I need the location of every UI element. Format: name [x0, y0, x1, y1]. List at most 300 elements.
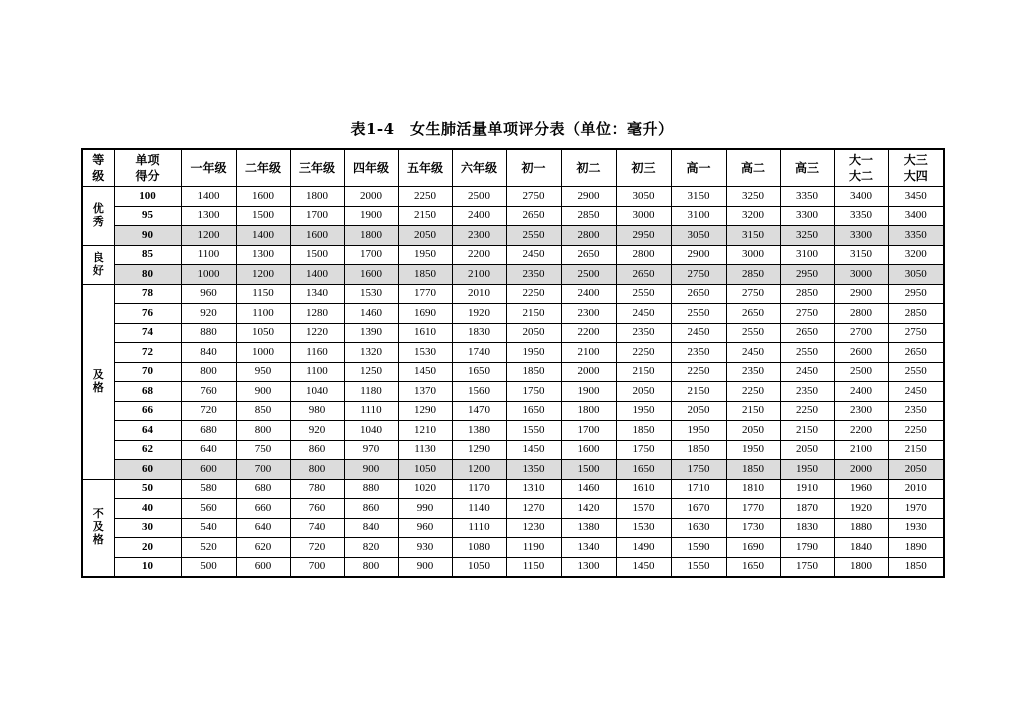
table-row: [82, 557, 944, 577]
value-cell: 950: [236, 362, 290, 382]
value-cell: 2750: [506, 187, 561, 207]
value-cell: 2350: [616, 323, 671, 343]
value-cell: 1230: [506, 518, 561, 538]
value-cell: 1050: [236, 323, 290, 343]
value-cell: 1600: [344, 265, 398, 285]
column-header-label: 初二: [576, 161, 601, 175]
value-cell: 1770: [726, 499, 780, 519]
column-header: [452, 149, 506, 187]
value-cell: 1690: [398, 304, 452, 324]
value-cell: 1340: [290, 284, 344, 304]
score-cell: 72: [114, 343, 181, 363]
column-header: [236, 149, 290, 187]
value-cell: 1830: [452, 323, 506, 343]
value-cell: 600: [236, 557, 290, 577]
value-cell: 2150: [888, 440, 944, 460]
value-cell: 900: [344, 460, 398, 480]
value-cell: 1050: [452, 557, 506, 577]
value-cell: 1110: [452, 518, 506, 538]
value-cell: 1950: [616, 401, 671, 421]
score-cell: 10: [114, 557, 181, 577]
value-cell: 2650: [726, 304, 780, 324]
value-cell: 2250: [888, 421, 944, 441]
value-cell: 2000: [834, 460, 888, 480]
table-row: [82, 499, 944, 519]
level-label: 良 好: [92, 251, 104, 277]
value-cell: 1450: [506, 440, 561, 460]
value-cell: 1590: [671, 538, 726, 558]
value-cell: 2400: [452, 206, 506, 226]
column-header: [506, 149, 561, 187]
value-cell: 2950: [780, 265, 834, 285]
value-cell: 2350: [780, 382, 834, 402]
table-row: [82, 401, 944, 421]
value-cell: 1460: [561, 479, 616, 499]
value-cell: 2550: [616, 284, 671, 304]
value-cell: 1670: [671, 499, 726, 519]
value-cell: 1570: [616, 499, 671, 519]
column-header-label: 五年级: [406, 161, 443, 175]
value-cell: 1280: [290, 304, 344, 324]
value-cell: 800: [344, 557, 398, 577]
value-cell: 960: [398, 518, 452, 538]
value-cell: 2150: [726, 401, 780, 421]
value-cell: 1200: [452, 460, 506, 480]
table-row: [82, 323, 944, 343]
column-header-label: 三年级: [298, 161, 335, 175]
table-row: [82, 187, 944, 207]
value-cell: 2800: [616, 245, 671, 265]
value-cell: 1800: [290, 187, 344, 207]
value-cell: 880: [344, 479, 398, 499]
value-cell: 3150: [671, 187, 726, 207]
score-cell: 78: [114, 284, 181, 304]
value-cell: 1900: [561, 382, 616, 402]
value-cell: 2650: [506, 206, 561, 226]
value-cell: 2550: [888, 362, 944, 382]
value-cell: 1180: [344, 382, 398, 402]
value-cell: 1790: [780, 538, 834, 558]
value-cell: 2050: [506, 323, 561, 343]
table-row: [82, 284, 944, 304]
value-cell: 1200: [181, 226, 236, 246]
value-cell: 860: [290, 440, 344, 460]
value-cell: 680: [181, 421, 236, 441]
table-row: [82, 265, 944, 285]
value-cell: 2100: [452, 265, 506, 285]
value-cell: 2850: [726, 265, 780, 285]
column-header-label: 一年级: [190, 161, 227, 175]
value-cell: 780: [290, 479, 344, 499]
column-header: [834, 149, 888, 187]
value-cell: 1910: [780, 479, 834, 499]
score-cell: 50: [114, 479, 181, 499]
value-cell: 1130: [398, 440, 452, 460]
score-cell: 40: [114, 499, 181, 519]
score-cell: 60: [114, 460, 181, 480]
value-cell: 2450: [671, 323, 726, 343]
value-cell: 620: [236, 538, 290, 558]
column-header: [726, 149, 780, 187]
value-cell: 3350: [780, 187, 834, 207]
value-cell: 1950: [506, 343, 561, 363]
column-header-label: 大三 大四: [903, 153, 928, 183]
value-cell: 2350: [506, 265, 561, 285]
column-header: [290, 149, 344, 187]
value-cell: 2750: [780, 304, 834, 324]
value-cell: 1020: [398, 479, 452, 499]
value-cell: 2600: [834, 343, 888, 363]
column-header-label: 高一: [686, 161, 711, 175]
value-cell: 980: [290, 401, 344, 421]
value-cell: 2900: [834, 284, 888, 304]
value-cell: 1770: [398, 284, 452, 304]
column-header: [671, 149, 726, 187]
value-cell: 580: [181, 479, 236, 499]
value-cell: 800: [236, 421, 290, 441]
table-row: [82, 518, 944, 538]
table-row: [82, 226, 944, 246]
value-cell: 1300: [181, 206, 236, 226]
value-cell: 660: [236, 499, 290, 519]
score-cell: 62: [114, 440, 181, 460]
column-header: [888, 149, 944, 187]
value-cell: 1400: [236, 226, 290, 246]
value-cell: 1900: [344, 206, 398, 226]
value-cell: 700: [236, 460, 290, 480]
table-body: [82, 149, 944, 577]
value-cell: 3250: [726, 187, 780, 207]
value-cell: 3400: [834, 187, 888, 207]
value-cell: 2850: [561, 206, 616, 226]
value-cell: 3200: [726, 206, 780, 226]
value-cell: 1630: [671, 518, 726, 538]
value-cell: 2350: [888, 401, 944, 421]
value-cell: 1850: [616, 421, 671, 441]
value-cell: 1750: [780, 557, 834, 577]
value-cell: 2900: [561, 187, 616, 207]
value-cell: 600: [181, 460, 236, 480]
value-cell: 1810: [726, 479, 780, 499]
value-cell: 2550: [671, 304, 726, 324]
value-cell: 1290: [452, 440, 506, 460]
value-cell: 2050: [726, 421, 780, 441]
value-cell: 1550: [671, 557, 726, 577]
value-cell: 1850: [671, 440, 726, 460]
value-cell: 2950: [616, 226, 671, 246]
table-title: 表1-4 女生肺活量单项评分表（单位：毫升）: [350, 120, 674, 138]
level-cell: [82, 479, 114, 577]
value-cell: 1700: [561, 421, 616, 441]
value-cell: 820: [344, 538, 398, 558]
value-cell: 1000: [236, 343, 290, 363]
value-cell: 1530: [616, 518, 671, 538]
value-cell: 1470: [452, 401, 506, 421]
value-cell: 560: [181, 499, 236, 519]
value-cell: 2250: [616, 343, 671, 363]
value-cell: 2350: [671, 343, 726, 363]
score-cell: 30: [114, 518, 181, 538]
value-cell: 640: [181, 440, 236, 460]
value-cell: 2250: [780, 401, 834, 421]
column-header: [344, 149, 398, 187]
value-cell: 2150: [398, 206, 452, 226]
value-cell: 2450: [888, 382, 944, 402]
column-header-label: 大一 大二: [848, 153, 873, 183]
table-row: [82, 440, 944, 460]
value-cell: 1050: [398, 460, 452, 480]
score-cell: 66: [114, 401, 181, 421]
value-cell: 3000: [726, 245, 780, 265]
value-cell: 2050: [671, 401, 726, 421]
value-cell: 2850: [780, 284, 834, 304]
table-row: [82, 382, 944, 402]
value-cell: 3300: [834, 226, 888, 246]
value-cell: 1250: [344, 362, 398, 382]
value-cell: 1100: [181, 245, 236, 265]
value-cell: 2750: [888, 323, 944, 343]
value-cell: 2250: [726, 382, 780, 402]
value-cell: 2550: [506, 226, 561, 246]
value-cell: 500: [181, 557, 236, 577]
value-cell: 1110: [344, 401, 398, 421]
value-cell: 3000: [616, 206, 671, 226]
column-header-label: 高三: [794, 161, 819, 175]
value-cell: 1390: [344, 323, 398, 343]
value-cell: 3300: [780, 206, 834, 226]
value-cell: 1950: [726, 440, 780, 460]
value-cell: 1140: [452, 499, 506, 519]
value-cell: 1730: [726, 518, 780, 538]
value-cell: 1650: [616, 460, 671, 480]
table-row: [82, 206, 944, 226]
score-cell: 90: [114, 226, 181, 246]
value-cell: 1920: [834, 499, 888, 519]
table-row: [82, 245, 944, 265]
value-cell: 1920: [452, 304, 506, 324]
value-cell: 1750: [616, 440, 671, 460]
score-cell: 70: [114, 362, 181, 382]
value-cell: 1270: [506, 499, 561, 519]
value-cell: 1560: [452, 382, 506, 402]
value-cell: 2000: [344, 187, 398, 207]
score-cell: 100: [114, 187, 181, 207]
value-cell: 640: [236, 518, 290, 538]
value-cell: 2100: [561, 343, 616, 363]
value-cell: 1200: [236, 265, 290, 285]
column-header: [561, 149, 616, 187]
value-cell: 1690: [726, 538, 780, 558]
value-cell: 1880: [834, 518, 888, 538]
value-cell: 1850: [888, 557, 944, 577]
table-row: [82, 479, 944, 499]
value-cell: 1290: [398, 401, 452, 421]
value-cell: 840: [181, 343, 236, 363]
value-cell: 1710: [671, 479, 726, 499]
value-cell: 1970: [888, 499, 944, 519]
value-cell: 1300: [236, 245, 290, 265]
value-cell: 1450: [398, 362, 452, 382]
value-cell: 2500: [561, 265, 616, 285]
score-cell: 95: [114, 206, 181, 226]
column-header-label: 单项 得分: [135, 153, 160, 183]
value-cell: 2010: [888, 479, 944, 499]
value-cell: 2250: [671, 362, 726, 382]
value-cell: 1100: [236, 304, 290, 324]
table-row: [82, 460, 944, 480]
value-cell: 1300: [561, 557, 616, 577]
value-cell: 2650: [671, 284, 726, 304]
value-cell: 1380: [561, 518, 616, 538]
value-cell: 1700: [344, 245, 398, 265]
value-cell: 2450: [506, 245, 561, 265]
value-cell: 740: [290, 518, 344, 538]
value-cell: 1500: [290, 245, 344, 265]
value-cell: 800: [290, 460, 344, 480]
value-cell: 1380: [452, 421, 506, 441]
score-cell: 74: [114, 323, 181, 343]
value-cell: 1000: [181, 265, 236, 285]
score-cell: 76: [114, 304, 181, 324]
value-cell: 2100: [834, 440, 888, 460]
value-cell: 1850: [398, 265, 452, 285]
table-row: [82, 343, 944, 363]
value-cell: 2950: [888, 284, 944, 304]
value-cell: 1190: [506, 538, 561, 558]
value-cell: 1400: [181, 187, 236, 207]
table-row: [82, 304, 944, 324]
level-label: 不 及 格: [92, 508, 104, 547]
value-cell: 680: [236, 479, 290, 499]
value-cell: 960: [181, 284, 236, 304]
value-cell: 1830: [780, 518, 834, 538]
value-cell: 1550: [506, 421, 561, 441]
value-cell: 1750: [506, 382, 561, 402]
value-cell: 2050: [616, 382, 671, 402]
value-cell: 800: [181, 362, 236, 382]
value-cell: 1220: [290, 323, 344, 343]
score-cell: 64: [114, 421, 181, 441]
value-cell: 2750: [726, 284, 780, 304]
value-cell: 1370: [398, 382, 452, 402]
score-cell: 85: [114, 245, 181, 265]
value-cell: 1800: [561, 401, 616, 421]
column-header-label: 六年级: [460, 161, 497, 175]
value-cell: 1100: [290, 362, 344, 382]
value-cell: 3350: [888, 226, 944, 246]
value-cell: 1850: [726, 460, 780, 480]
value-cell: 1310: [506, 479, 561, 499]
value-cell: 1040: [290, 382, 344, 402]
value-cell: 1040: [344, 421, 398, 441]
value-cell: 720: [290, 538, 344, 558]
value-cell: 1490: [616, 538, 671, 558]
value-cell: 760: [290, 499, 344, 519]
column-header: [82, 149, 114, 187]
value-cell: 1950: [780, 460, 834, 480]
value-cell: 750: [236, 440, 290, 460]
value-cell: 1600: [561, 440, 616, 460]
column-header-label: 四年级: [352, 161, 389, 175]
value-cell: 3050: [616, 187, 671, 207]
score-cell: 80: [114, 265, 181, 285]
value-cell: 2200: [561, 323, 616, 343]
value-cell: 1650: [506, 401, 561, 421]
value-cell: 2300: [834, 401, 888, 421]
value-cell: 2300: [561, 304, 616, 324]
value-cell: 1450: [616, 557, 671, 577]
value-cell: 2450: [726, 343, 780, 363]
value-cell: 3000: [834, 265, 888, 285]
level-cell: [82, 187, 114, 246]
value-cell: 1340: [561, 538, 616, 558]
score-cell: 20: [114, 538, 181, 558]
score-table: [81, 148, 945, 578]
value-cell: 1930: [888, 518, 944, 538]
value-cell: 1610: [398, 323, 452, 343]
value-cell: 1420: [561, 499, 616, 519]
header-row: [82, 149, 944, 187]
value-cell: 880: [181, 323, 236, 343]
value-cell: 3150: [726, 226, 780, 246]
value-cell: 760: [181, 382, 236, 402]
value-cell: 1080: [452, 538, 506, 558]
value-cell: 1610: [616, 479, 671, 499]
value-cell: 2650: [888, 343, 944, 363]
value-cell: 1950: [398, 245, 452, 265]
value-cell: 1460: [344, 304, 398, 324]
value-cell: 2350: [726, 362, 780, 382]
value-cell: 2250: [506, 284, 561, 304]
value-cell: 520: [181, 538, 236, 558]
value-cell: 2400: [561, 284, 616, 304]
value-cell: 2550: [780, 343, 834, 363]
table-row: [82, 538, 944, 558]
value-cell: 1500: [236, 206, 290, 226]
value-cell: 2650: [561, 245, 616, 265]
value-cell: 3200: [888, 245, 944, 265]
level-cell: [82, 245, 114, 284]
value-cell: 2150: [671, 382, 726, 402]
value-cell: 2650: [780, 323, 834, 343]
value-cell: 1600: [236, 187, 290, 207]
value-cell: 920: [290, 421, 344, 441]
value-cell: 2500: [452, 187, 506, 207]
score-cell: 68: [114, 382, 181, 402]
value-cell: 1650: [452, 362, 506, 382]
value-cell: 990: [398, 499, 452, 519]
column-header-label: 等 级: [92, 153, 105, 183]
value-cell: 2550: [726, 323, 780, 343]
value-cell: 860: [344, 499, 398, 519]
column-header-label: 二年级: [244, 161, 281, 175]
value-cell: 1160: [290, 343, 344, 363]
level-label: 及 格: [92, 368, 104, 394]
column-header: [616, 149, 671, 187]
value-cell: 1210: [398, 421, 452, 441]
value-cell: 3400: [888, 206, 944, 226]
value-cell: 2800: [561, 226, 616, 246]
value-cell: 3100: [671, 206, 726, 226]
value-cell: 1500: [561, 460, 616, 480]
value-cell: 1950: [671, 421, 726, 441]
value-cell: 2450: [780, 362, 834, 382]
value-cell: 1150: [506, 557, 561, 577]
value-cell: 920: [181, 304, 236, 324]
value-cell: 2400: [834, 382, 888, 402]
value-cell: 850: [236, 401, 290, 421]
value-cell: 1840: [834, 538, 888, 558]
